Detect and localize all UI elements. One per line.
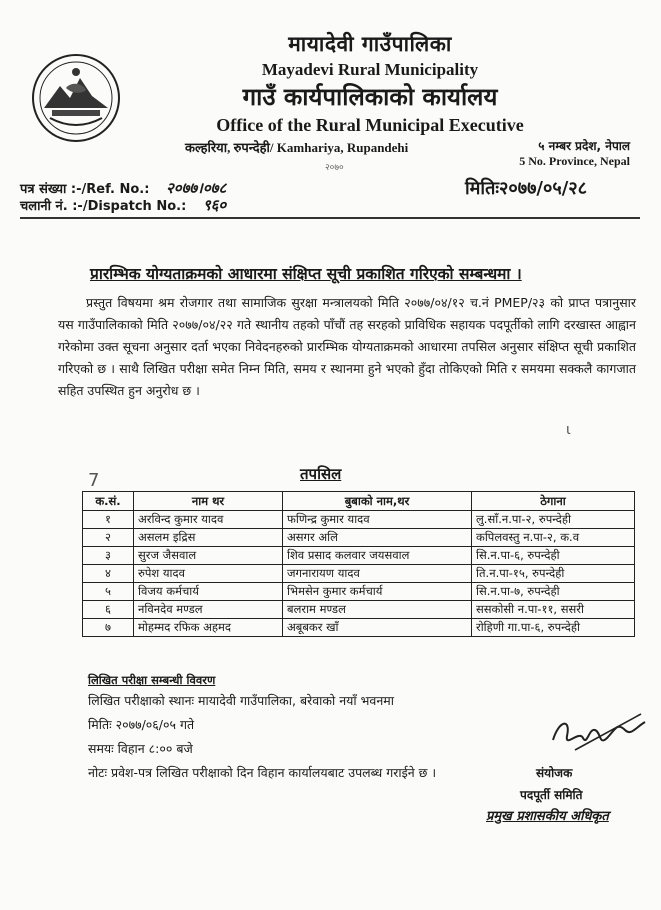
province-nepali: ५ नम्बर प्रदेश, नेपाल (538, 139, 630, 153)
table-row (83, 511, 635, 529)
address-cell: कपिलवस्तु न.पा-२, क.व (472, 529, 635, 547)
dispatch-value: ९६० (202, 196, 227, 214)
executive-office-english: Office of the Rural Municipal Executive (216, 115, 524, 135)
name-cell: मोहम्मद रफिक अहमद (134, 619, 283, 637)
table-row (83, 547, 635, 565)
name-cell: असलम इद्रिस (134, 529, 283, 547)
address-cell: सि.न.पा-६, रुपन्देही (472, 547, 635, 565)
dispatch-label: चलानी नं. :-/Dispatch No.: (20, 199, 187, 214)
province-english: 5 No. Province, Nepal (519, 154, 630, 168)
ref-label: पत्र संख्या :-/Ref. No.: (20, 182, 150, 197)
ref-value: २०७७।०७८ (165, 179, 227, 197)
father-name-cell: फणिन्द्र कुमार यादव (283, 511, 472, 529)
exam-details-heading: लिखित परीक्षा सम्बन्धी विवरण (88, 673, 216, 687)
father-name-cell: भिमसेन कुमार कर्मचार्य (283, 583, 472, 601)
address-cell: सि.न.पा-७, रुपन्देही (472, 583, 635, 601)
serial-cell: २ (83, 529, 134, 547)
office-name-english: Mayadevi Rural Municipality (261, 60, 479, 79)
name-cell: सुरज जैसवाल (134, 547, 283, 565)
address-cell: रोहिणी गा.पा-६, रुपन्देही (472, 619, 635, 637)
serial-cell: ५ (83, 583, 134, 601)
margin-mark: ɩ (566, 422, 571, 438)
column-header: क.सं. (83, 492, 134, 511)
body-paragraph: प्रस्तुत विषयमा श्रम रोजगार तथा सामाजिक सुरक्षा मन्त्रालयको मिति २०७७/०४/१२ च.नं PMEP/२३ को प्राप्त पत्रानुसार यस गाउँपालिकाको मिति २०७७/०४/२२ गते स्थानीय तहको पाँचौं तह सरहको प्राविधिक सहायक पदपूर्तीको लागि दरखास्त आह्वान गरेकोमा उक्त सूचना अनुसार दर्ता भएका निवेदनहरुको प्रारम्भिक योग्यताक्रमको आधारमा तपसिल अनुसार संक्षिप्त सूची प्रकाशित गरिएको छ । साथै लिखित परीक्षा समेत निम्न मिति, समय र स्थानमा हुने भएको हुँदा तोकिएको मिति र समयमा सक्कलै कागजात सहित उपस्थित हुन अनुरोध छ । (58, 295, 636, 398)
exam-venue: लिखित परीक्षाको स्थानः मायादेवी गाउँपालिका, बरेवाको नयाँ भवनमा (88, 693, 395, 708)
table-header-row (83, 492, 635, 511)
name-cell: विजय कर्मचार्य (134, 583, 283, 601)
serial-cell: ६ (83, 601, 134, 619)
table-row (83, 565, 635, 583)
column-header: ठेगाना (472, 492, 635, 511)
signatory-title: संयोजक (536, 766, 573, 780)
office-name-nepali: मायादेवी गाउँपालिका (288, 32, 452, 56)
father-name-cell: बलराम मण्डल (283, 601, 472, 619)
name-cell: नविनदेव मण्डल (134, 601, 283, 619)
exam-time: समयः विहान ८:०० बजे (88, 741, 193, 756)
subject-line: प्रारम्भिक योग्यताक्रमको आधारमा संक्षिप्त सूची प्रकाशित गरिएको सम्बन्धमा । (90, 265, 522, 283)
address-cell: ससकोसी न.पा-११, ससरी (472, 601, 635, 619)
table-row (83, 529, 635, 547)
serial-cell: १ (83, 511, 134, 529)
serial-cell: ३ (83, 547, 134, 565)
serial-cell: ४ (83, 565, 134, 583)
column-header: बुबाको नाम,थर (283, 492, 472, 511)
table-row (83, 601, 635, 619)
signatory-committee: पदपूर्ती समिति (520, 788, 583, 802)
father-name-cell: जगनारायण यादव (283, 565, 472, 583)
serial-cell: ७ (83, 619, 134, 637)
handwritten-signature (545, 700, 655, 760)
address-cell: लु.साँ.न.पा-२, रुपन्देही (472, 511, 635, 529)
father-name-cell: शिव प्रसाद कलवार जयसवाल (283, 547, 472, 565)
executive-office-nepali: गाउँ कार्यपालिकाको कार्यालय (242, 83, 498, 111)
father-name-cell: असगर अलि (283, 529, 472, 547)
column-header: नाम थर (134, 492, 283, 511)
name-cell: अरविन्द कुमार यादव (134, 511, 283, 529)
table-row (83, 583, 635, 601)
table-row (83, 619, 635, 637)
exam-note: नोटः प्रवेश-पत्र लिखित परीक्षाको दिन विहान कार्यालयबाट उपलब्ध गराईने छ । (88, 765, 437, 780)
dispatch-number (20, 195, 226, 215)
nepal-emblem-logo (30, 52, 122, 144)
header-divider (20, 217, 640, 219)
stamp-code: २०७० (325, 163, 344, 173)
father-name-cell: अबूबकर खाँ (283, 619, 472, 637)
margin-mark-seven: 7 (88, 470, 100, 491)
exam-date: मितिः २०७७/०६/०५ गते (88, 717, 195, 732)
address-cell: ति.न.पा-१५, रुपन्देही (472, 565, 635, 583)
letter-date: मितिः२०७७/०५/२८ (465, 178, 588, 199)
name-cell: रुपेश यादव (134, 565, 283, 583)
signatory-officer: प्रमुख प्रशासकीय अधिकृत (486, 809, 609, 824)
office-address: कल्हरिया, रुपन्देही/ Kamhariya, Rupandehi (185, 140, 409, 155)
candidate-table (82, 491, 635, 637)
tapasil-heading: तपसिल (300, 465, 342, 483)
